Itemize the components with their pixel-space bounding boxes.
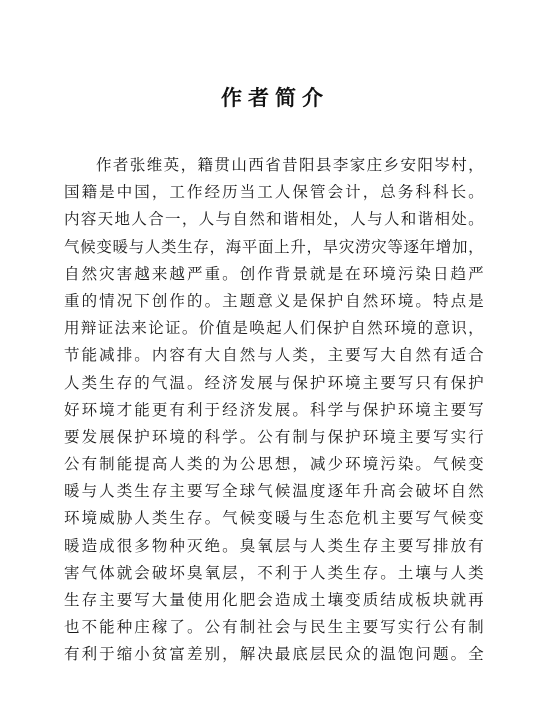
text-line: 自然灾害越来越严重。创作背景就是在环境污染日趋严 — [64, 264, 484, 283]
text-line: 生存主要写大量使用化肥会造成土壤变质结成板块就再 — [64, 591, 484, 609]
text-line: 要发展保护环境的科学。公有制与保护环境主要写实行 — [64, 427, 484, 446]
text-line: 公有制能提高人类的为公思想，减少环境污染。气候变 — [64, 455, 484, 474]
text-line: 暖造成很多物种灭绝。臭氧层与人类生存主要写排放有 — [64, 536, 484, 555]
text-line: 人类生存的气温。经济发展与保护环境主要写只有保护 — [64, 373, 484, 392]
text-line: 环境威胁人类生存。气候变暖与生态危机主要写气候变 — [64, 509, 484, 528]
text-line: 重的情况下创作的。主题意义是保护自然环境。特点是 — [64, 291, 484, 310]
text-line: 好环境才能更有利于经济发展。科学与保护环境主要写 — [64, 400, 484, 419]
text-line: 国籍是中国，工作经历当工人保管会计，总务科科长。 — [64, 183, 484, 202]
text-line: 气候变暖与人类生存，海平面上升，旱灾涝灾等逐年增加， — [64, 237, 484, 256]
text-line: 有利于缩小贫富差别，解决最底层民众的温饱问题。全 — [64, 645, 484, 664]
text-line: 内容天地人合一，人与自然和谐相处，人与人和谐相处。 — [64, 210, 484, 229]
text-line: 也不能种庄稼了。公有制社会与民生主要写实行公有制 — [64, 618, 484, 637]
text-line: 害气体就会破坏臭氧层，不利于人类生存。土壤与人类 — [64, 563, 484, 582]
text-line: 作者张维英，籍贯山西省昔阳县李家庄乡安阳岑村， — [96, 156, 484, 174]
text-line: 暖与人类生存主要写全球气候温度逐年升高会破坏自然 — [64, 482, 484, 501]
author-bio-text — [64, 152, 484, 669]
text-line: 用辩证法来论证。价值是唤起人们保护自然环境的意识， — [64, 319, 484, 338]
text-line: 节能减排。内容有大自然与人类，主要写大自然有适合 — [64, 346, 484, 365]
page-title: 作者简介 — [221, 85, 329, 110]
